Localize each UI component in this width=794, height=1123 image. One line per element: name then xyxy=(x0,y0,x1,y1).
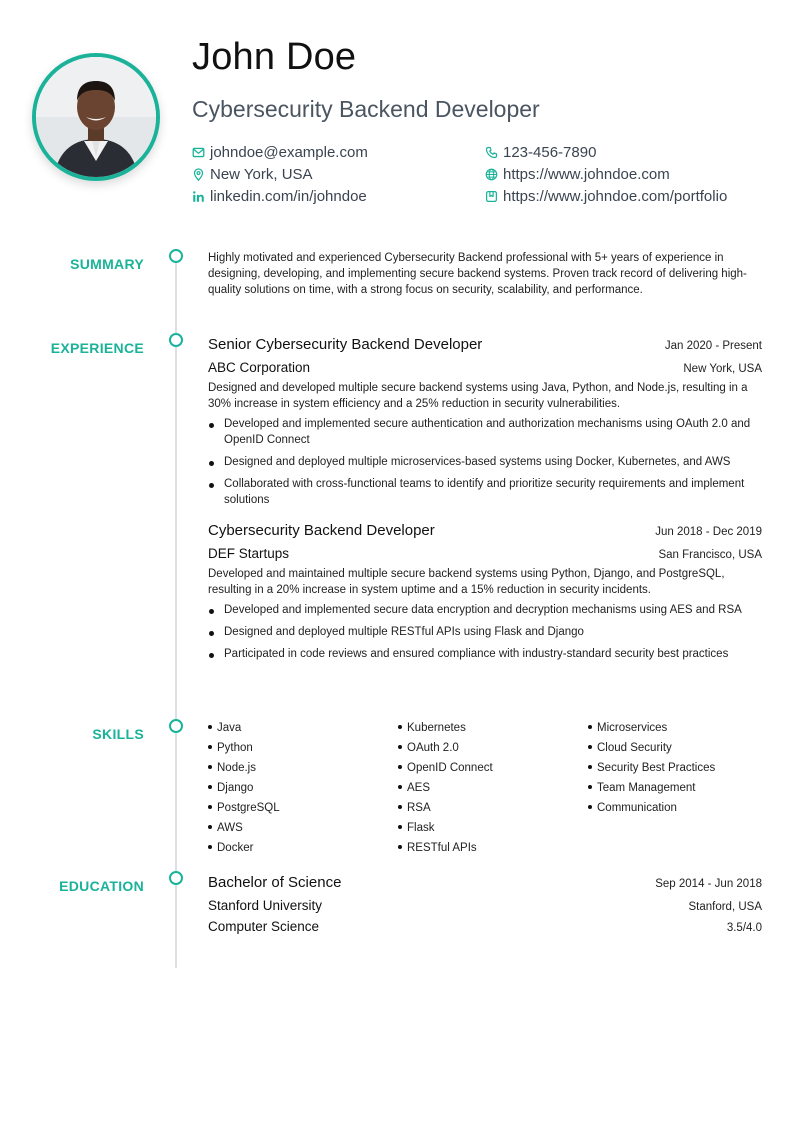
contact-location xyxy=(192,164,485,184)
skill-text: Docker xyxy=(217,842,254,854)
profile-photo-illustration xyxy=(36,57,156,177)
education-gpa: 3.5/4.0 xyxy=(726,922,762,934)
list-item-text: Collaborated with cross-functional teams to identify and prioritize security requirements and implement solutions xyxy=(224,478,745,506)
bullet-dot xyxy=(209,631,214,636)
job-company: DEF Startups xyxy=(208,546,290,561)
bullet-dot xyxy=(588,785,592,789)
skill-item xyxy=(398,838,588,858)
phone-icon xyxy=(485,146,498,159)
contact-website[interactable] xyxy=(485,164,772,184)
bullet-dot xyxy=(209,423,214,428)
job-role: Cybersecurity Backend Developer xyxy=(192,96,540,122)
education-degree: Bachelor of Science xyxy=(208,874,342,891)
skills-column xyxy=(208,718,398,858)
bullet-dot xyxy=(398,845,402,849)
section-title-experience: EXPERIENCE xyxy=(50,340,144,356)
skill-text: Django xyxy=(217,782,254,794)
bullet-dot xyxy=(588,725,592,729)
skill-item xyxy=(588,718,762,738)
skills-section xyxy=(208,718,762,858)
bullet-dot xyxy=(398,725,402,729)
bullet-dot xyxy=(398,785,402,789)
list-item xyxy=(208,476,762,508)
skill-item xyxy=(588,738,762,758)
job-title: Cybersecurity Backend Developer xyxy=(208,522,435,539)
bullet-dot xyxy=(209,461,214,466)
list-item-text: Designed and deployed multiple microservices-based systems using Docker, Kubernetes, and AWS xyxy=(224,456,731,468)
job-bullets xyxy=(208,602,762,662)
skill-item xyxy=(588,758,762,778)
skill-text: AWS xyxy=(217,822,243,834)
mail-icon xyxy=(192,146,205,159)
contact-linkedin[interactable] xyxy=(192,186,485,206)
contact-email-text: johndoe@example.com xyxy=(210,143,368,161)
skill-item xyxy=(208,718,398,738)
contact-linkedin-text: linkedin.com/in/johndoe xyxy=(210,187,367,205)
timeline-dot-experience xyxy=(169,333,183,347)
bullet-dot xyxy=(208,785,212,789)
skill-text: Node.js xyxy=(217,762,256,774)
section-title-summary: SUMMARY xyxy=(70,256,144,272)
list-item-text: Designed and deployed multiple RESTful APIs using Flask and Django xyxy=(224,626,584,638)
skill-item xyxy=(208,758,398,778)
job-bullets xyxy=(208,416,762,508)
contact-phone[interactable] xyxy=(485,142,772,162)
skill-item xyxy=(588,798,762,818)
bullet-dot xyxy=(208,745,212,749)
skill-item xyxy=(208,838,398,858)
contact-email[interactable] xyxy=(192,142,485,162)
contact-phone-text: 123-456-7890 xyxy=(503,143,597,161)
contact-website-text: https://www.johndoe.com xyxy=(503,165,670,183)
skill-text: OpenID Connect xyxy=(407,762,493,774)
list-item xyxy=(208,454,762,470)
bullet-dot xyxy=(398,745,402,749)
portfolio-bookmark-icon xyxy=(485,190,498,203)
skill-text: Team Management xyxy=(597,782,696,794)
skills-column xyxy=(588,718,762,858)
location-pin-icon xyxy=(192,168,205,181)
skills-grid xyxy=(208,718,762,858)
skill-item xyxy=(208,818,398,838)
timeline-dot-skills xyxy=(169,719,183,733)
bullet-dot xyxy=(208,765,212,769)
full-name: John Doe xyxy=(192,36,357,78)
bullet-dot xyxy=(588,745,592,749)
list-item xyxy=(208,602,762,618)
contact-location-text: New York, USA xyxy=(210,165,313,183)
section-title-education: EDUCATION xyxy=(59,878,144,894)
skill-text: PostgreSQL xyxy=(217,802,280,814)
job-description: Developed and maintained multiple secure backend systems using Python, Django, and PostgreSQL, resulting in a 20% increase in system uptime and a 15% reduction in security incidents. xyxy=(208,568,725,596)
skill-text: Security Best Practices xyxy=(597,762,716,774)
education-field: Computer Science xyxy=(208,919,320,934)
job-date: Jun 2018 - Dec 2019 xyxy=(655,526,762,538)
list-item-text: Participated in code reviews and ensured compliance with industry-standard security best practices xyxy=(224,648,729,660)
timeline-dot-summary xyxy=(169,249,183,263)
job-company: ABC Corporation xyxy=(208,360,311,375)
skill-text: RESTful APIs xyxy=(407,842,477,854)
skill-item xyxy=(208,738,398,758)
skills-column xyxy=(398,718,588,858)
skill-text: OAuth 2.0 xyxy=(407,742,459,754)
bullet-dot xyxy=(209,609,214,614)
job-location: New York, USA xyxy=(683,363,762,375)
skill-text: Python xyxy=(217,742,253,754)
bullet-dot xyxy=(588,805,592,809)
job-entry xyxy=(208,336,762,508)
skill-item xyxy=(588,778,762,798)
skill-text: Cloud Security xyxy=(597,742,672,754)
list-item xyxy=(208,624,762,640)
list-item-text: Developed and implemented secure authentication and authorization mechanisms using OAuth 2.0 and OpenID Connect xyxy=(224,418,751,446)
skill-item xyxy=(208,798,398,818)
skill-item xyxy=(208,778,398,798)
contact-portfolio-text: https://www.johndoe.com/portfolio xyxy=(503,187,728,205)
summary-section xyxy=(208,250,762,298)
skill-text: Microservices xyxy=(597,722,668,734)
skill-item xyxy=(398,778,588,798)
list-item xyxy=(208,646,762,662)
profile-photo xyxy=(32,53,160,181)
education-date: Sep 2014 - Jun 2018 xyxy=(655,878,762,890)
bullet-dot xyxy=(398,825,402,829)
job-location: San Francisco, USA xyxy=(658,549,762,561)
linkedin-icon xyxy=(192,190,205,203)
job-date: Jan 2020 - Present xyxy=(664,340,762,352)
skill-item xyxy=(398,818,588,838)
bullet-dot xyxy=(398,805,402,809)
skill-text: Flask xyxy=(407,822,435,834)
bullet-dot xyxy=(208,825,212,829)
skill-item xyxy=(398,758,588,778)
skill-item xyxy=(398,738,588,758)
timeline-dot-education xyxy=(169,871,183,885)
skill-item xyxy=(398,718,588,738)
education-school: Stanford University xyxy=(208,898,323,913)
skill-text: Java xyxy=(217,722,242,734)
timeline-line xyxy=(175,256,177,968)
section-title-skills: SKILLS xyxy=(92,726,144,742)
list-item-text: Developed and implemented secure data encryption and decryption mechanisms using AES and RSA xyxy=(224,604,742,616)
bullet-dot xyxy=(208,845,212,849)
bullet-dot xyxy=(208,805,212,809)
skill-text: RSA xyxy=(407,802,431,814)
contact-list xyxy=(192,142,772,206)
bullet-dot xyxy=(209,653,214,658)
bullet-dot xyxy=(588,765,592,769)
list-item xyxy=(208,416,762,448)
bullet-dot xyxy=(398,765,402,769)
job-title: Senior Cybersecurity Backend Developer xyxy=(208,336,483,353)
globe-icon xyxy=(485,168,498,181)
education-location: Stanford, USA xyxy=(688,901,762,913)
experience-section xyxy=(208,336,762,668)
job-entry xyxy=(208,522,762,662)
bullet-dot xyxy=(209,483,214,488)
bullet-dot xyxy=(208,725,212,729)
skill-text: Kubernetes xyxy=(407,722,466,734)
job-description: Designed and developed multiple secure backend systems using Java, Python, and Node.js, resulting in a 30% increase in system efficiency and a 25% reduction in security vulnerabilities. xyxy=(208,382,748,410)
skill-text: AES xyxy=(407,782,431,794)
skill-item xyxy=(398,798,588,818)
summary-text: Highly motivated and experienced Cybersecurity Backend professional with 5+ years of experience in designing, developing, and implementing secure backend systems. Proven track record of delivering high-quality solutions on time, with a strong focus on security, scalability, and performance. xyxy=(208,252,747,296)
contact-portfolio[interactable] xyxy=(485,186,772,206)
education-section xyxy=(208,874,762,934)
skill-text: Communication xyxy=(597,802,677,814)
